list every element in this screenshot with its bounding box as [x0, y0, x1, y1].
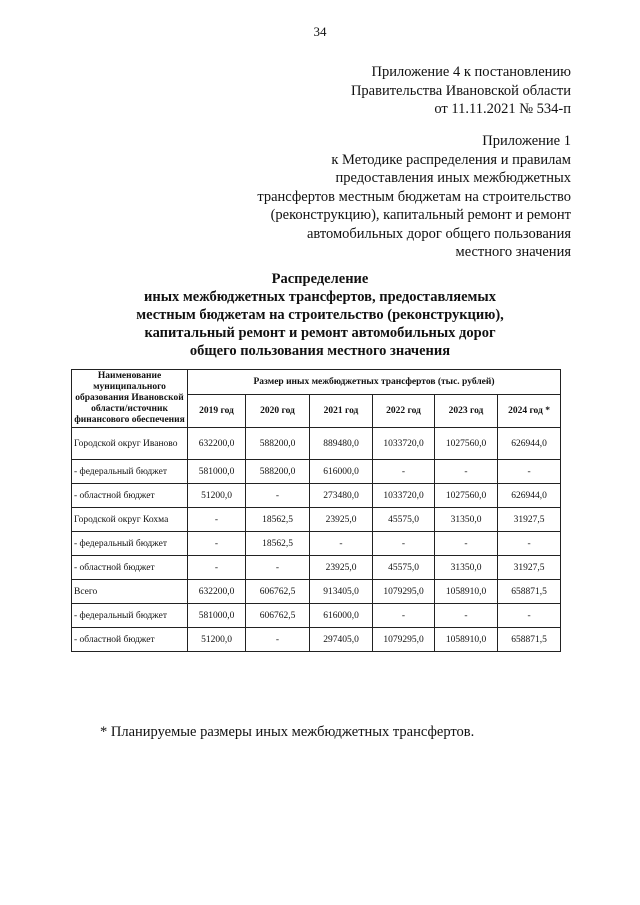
title-line: местным бюджетам на строительство (реконструкцию),: [136, 307, 504, 323]
row-label: Городской округ Иваново: [72, 428, 188, 460]
table-cell: -: [246, 484, 310, 508]
column-header-year: 2023 год: [435, 395, 498, 428]
column-header-year: 2020 год: [246, 395, 310, 428]
appendix-line: трансфертов местным бюджетам на строительство: [257, 188, 571, 205]
table-cell: 18562,5: [246, 508, 310, 532]
appendix-line: (реконструкцию), капитальный ремонт и ремонт: [270, 207, 571, 223]
table-cell: -: [246, 556, 310, 580]
table-cell: 31350,0: [435, 508, 498, 532]
appendix-resolution-block: [351, 63, 571, 119]
page-number: 34: [313, 24, 327, 39]
table-cell: -: [188, 556, 246, 580]
appendix-line: Приложение 4 к постановлению: [371, 64, 571, 80]
title-line: Распределение: [271, 271, 369, 287]
table-cell: 51200,0: [188, 484, 246, 508]
table-cell: -: [498, 604, 561, 628]
table-cell: 18562,5: [246, 532, 310, 556]
title-line: иных межбюджетных трансфертов, предоставляемых: [143, 289, 496, 305]
table-cell: -: [435, 532, 498, 556]
table-cell: 31927,5: [498, 556, 561, 580]
column-header-name: Наименование муниципального образования Ивановской области/источник финансового обеспечения: [72, 370, 188, 428]
column-header-year: 2019 год: [188, 395, 246, 428]
table-row: [72, 508, 561, 532]
table-cell: 1079295,0: [373, 580, 435, 604]
row-label: Городской округ Кохма: [72, 508, 188, 532]
table-cell: 632200,0: [188, 428, 246, 460]
transfers-table: [71, 369, 561, 652]
table-cell: 1058910,0: [435, 580, 498, 604]
table-cell: 616000,0: [310, 460, 373, 484]
table-cell: 658871,5: [498, 580, 561, 604]
row-label: - областной бюджет: [72, 556, 188, 580]
title-line: общего пользования местного значения: [189, 343, 451, 359]
appendix-line: к Методике распределения и правилам: [331, 151, 571, 168]
table-cell: 31927,5: [498, 508, 561, 532]
table-cell: 273480,0: [310, 484, 373, 508]
table-cell: 581000,0: [188, 460, 246, 484]
table-cell: 632200,0: [188, 580, 246, 604]
table-row: [72, 532, 561, 556]
table-cell: 31350,0: [435, 556, 498, 580]
table-row: [72, 580, 561, 604]
document-title: [0, 270, 640, 360]
table-cell: -: [373, 532, 435, 556]
footnote: * Планируемые размеры иных межбюджетных трансфертов.: [100, 724, 475, 740]
table-cell: -: [373, 460, 435, 484]
row-label: - федеральный бюджет: [72, 604, 188, 628]
table-row: [72, 628, 561, 652]
table-cell: 606762,5: [246, 604, 310, 628]
column-header-year: 2021 год: [310, 395, 373, 428]
table-cell: 581000,0: [188, 604, 246, 628]
table-cell: 23925,0: [310, 556, 373, 580]
table-cell: 1058910,0: [435, 628, 498, 652]
appendix-line: от 11.11.2021 № 534-п: [434, 101, 571, 117]
table-cell: -: [498, 532, 561, 556]
table-row: [72, 428, 561, 460]
table-cell: -: [373, 604, 435, 628]
row-label: Всего: [72, 580, 188, 604]
appendix-line: предоставления иных межбюджетных: [335, 170, 571, 186]
appendix-line: местного значения: [455, 244, 571, 260]
title-line: капитальный ремонт и ремонт автомобильных дорог: [144, 325, 496, 341]
table-cell: 658871,5: [498, 628, 561, 652]
table-cell: 1027560,0: [435, 484, 498, 508]
table-cell: 889480,0: [310, 428, 373, 460]
table-cell: -: [246, 628, 310, 652]
table-cell: 23925,0: [310, 508, 373, 532]
column-header-amount: Размер иных межбюджетных трансфертов (тыс. рублей): [188, 370, 561, 395]
table-cell: 626944,0: [498, 428, 561, 460]
table-cell: 626944,0: [498, 484, 561, 508]
table-cell: -: [188, 508, 246, 532]
row-label: - федеральный бюджет: [72, 460, 188, 484]
column-header-year: 2024 год *: [498, 395, 561, 428]
table-cell: 913405,0: [310, 580, 373, 604]
table-cell: 1027560,0: [435, 428, 498, 460]
column-header-year: 2022 год: [373, 395, 435, 428]
table-cell: 45575,0: [373, 508, 435, 532]
table-row: [72, 484, 561, 508]
table-cell: 1079295,0: [373, 628, 435, 652]
table-row: [72, 460, 561, 484]
table-cell: 1033720,0: [373, 428, 435, 460]
table-cell: 616000,0: [310, 604, 373, 628]
row-label: - областной бюджет: [72, 484, 188, 508]
table-cell: -: [310, 532, 373, 556]
row-label: - федеральный бюджет: [72, 532, 188, 556]
table-cell: 606762,5: [246, 580, 310, 604]
table-cell: 588200,0: [246, 428, 310, 460]
table-cell: -: [498, 460, 561, 484]
appendix-line: автомобильных дорог общего пользования: [306, 225, 571, 242]
row-label: - областной бюджет: [72, 628, 188, 652]
table-row: [72, 556, 561, 580]
appendix-line: Правительства Ивановской области: [350, 82, 571, 99]
table-header-row: [72, 370, 561, 395]
table-cell: -: [435, 604, 498, 628]
table-cell: 1033720,0: [373, 484, 435, 508]
table-row: [72, 604, 561, 628]
appendix-method-block: [257, 132, 571, 262]
appendix-line: Приложение 1: [482, 133, 571, 149]
table-cell: 45575,0: [373, 556, 435, 580]
table-cell: -: [435, 460, 498, 484]
table-cell: 51200,0: [188, 628, 246, 652]
table-cell: -: [188, 532, 246, 556]
table-cell: 588200,0: [246, 460, 310, 484]
table-cell: 297405,0: [310, 628, 373, 652]
